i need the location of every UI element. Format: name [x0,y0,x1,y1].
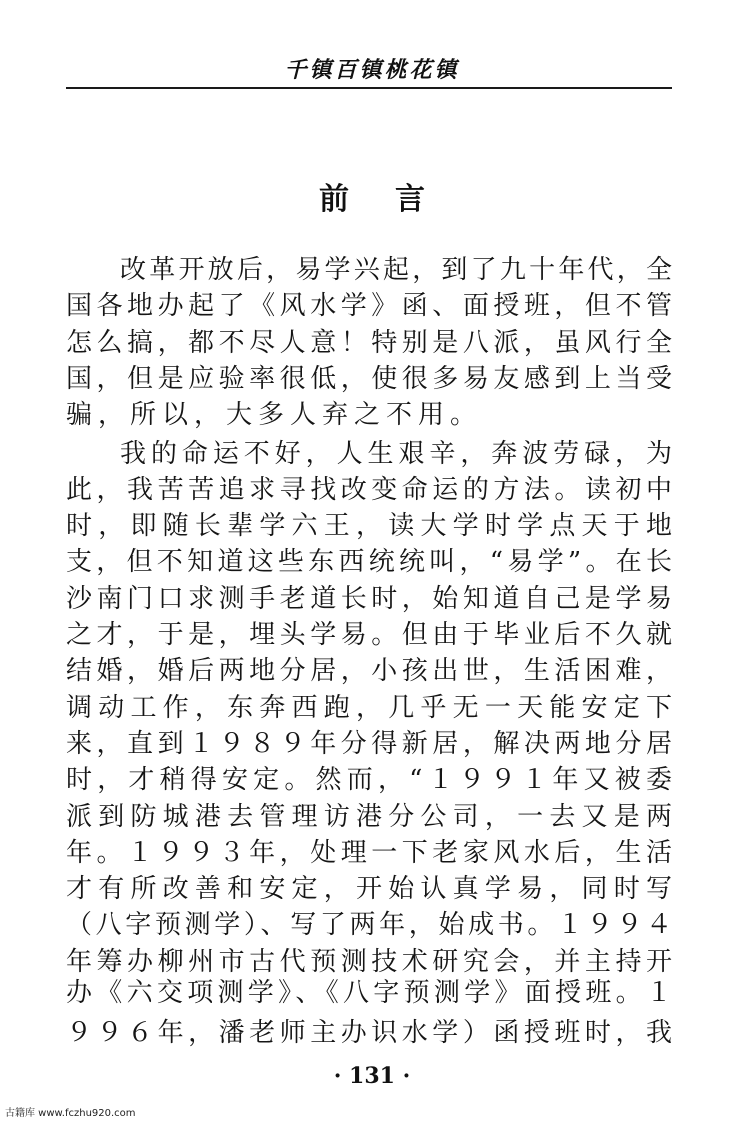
text-line: 结婚，婚后两地分居，小孩出世，生活困难， [66,656,672,686]
text-line: （八字预测学）、写了两年，始成书。１９９４ [66,910,672,940]
text-line: 此，我苦苦追求寻找改变命运的方法。读初中 [66,475,672,505]
text-line: 之才，于是，埋头学易。但由于毕业后不久就 [66,620,672,650]
text-line: 国，但是应验率很低，使很多易友感到上当受 [66,364,672,394]
text-line: 年。１９９３年，处理一下老家风水后，生活 [66,838,672,868]
page-number: · 131 · [333,1063,411,1089]
text-line: 时，才稍得安定。然而，“１９９１年又被委 [66,765,672,795]
text-line: 支，但不知道这些东西统统叫，“易学”。在长 [66,547,672,577]
text-line: 沙南门口求测手老道长时，始知道自己是学易 [66,584,672,614]
site-watermark: 古籍库 www.fczhu920.com [5,1108,136,1119]
text-line: 才有所改善和安定，开始认真学易，同时写 [66,874,672,904]
text-line: 来，直到１９８９年分得新居，解决两地分居 [66,729,672,759]
running-head-title: 千镇百镇桃花镇 [284,58,460,83]
text-line: 骗，所以，大多人弃之不用。 [66,400,483,430]
text-line: 改革开放后，易学兴起，到了九十年代，全 [120,255,672,285]
text-line: 年筹办柳州市古代预测技术研究会，并主持开 [66,947,672,977]
text-line: ９９６年，潘老师主办识水学）函授班时，我 [66,1018,672,1048]
text-line: 时，即随长辈学六王，读大学时学点天于地 [66,511,672,541]
text-line: 派到防城港去管理访港分公司，一去又是两 [66,802,672,832]
chapter-title: 前言 [319,182,471,217]
text-line: 办《六交项测学》、《八字预测学》面授班。１ [66,978,672,1008]
header-rule [66,87,672,89]
text-line: 怎么搞，都不尽人意！特别是八派，虽风行全 [66,328,672,358]
text-line: 调动工作，东奔西跑，几乎无一天能安定下 [66,693,672,723]
text-line: 我的命运不好，人生艰辛，奔波劳碌，为 [120,439,672,469]
text-line: 国各地办起了《风水学》函、面授班，但不管 [66,291,672,321]
